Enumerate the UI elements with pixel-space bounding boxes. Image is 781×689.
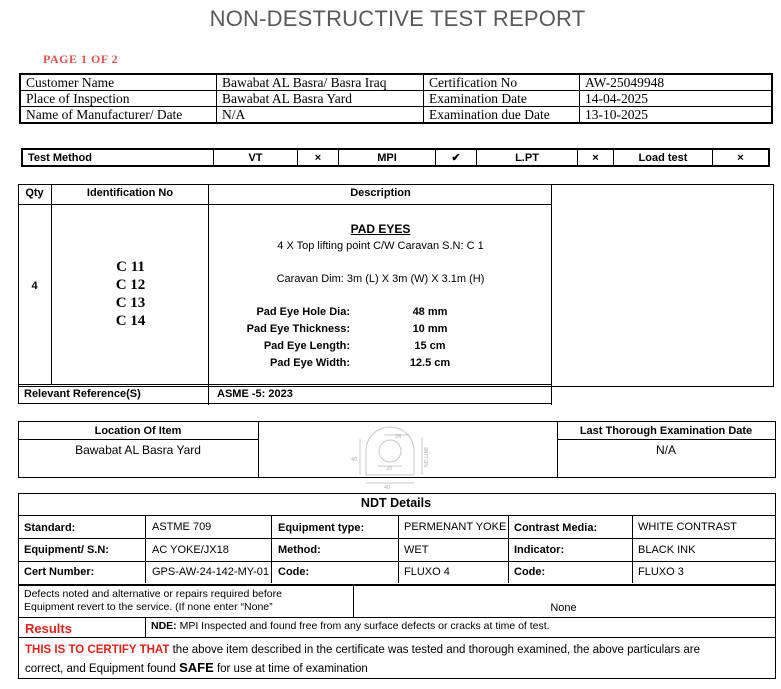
exam-date-label: Examination Date xyxy=(424,91,580,107)
sketch-dim-bottom: 40 xyxy=(384,485,391,489)
sketch-dim-top: 26 xyxy=(395,434,402,440)
cert-value: AW-25049948 xyxy=(580,74,773,91)
sketch-dim-right: ND LINE xyxy=(424,446,430,467)
last-exam-value: N/A xyxy=(655,443,676,457)
defects-label: Defects noted and alternative or repairs required before Equipment revert to the service. (If none enter “None” xyxy=(24,588,282,613)
exam-date-value: 14-04-2025 xyxy=(580,91,773,107)
certify-text: THIS IS TO CERTIFY THAT the above item described in the certificate was tested and thorough examined, the above particulars are correct, and Equipment found SAFE for use at time of examination xyxy=(25,644,700,675)
desc-title: PAD EYES xyxy=(350,222,411,236)
desc-line-1: 4 X Top lifting point C/W Caravan S.N: C 1 xyxy=(277,240,484,252)
place-value: Bawabat AL Basra Yard xyxy=(217,91,424,107)
id-item: C 14 xyxy=(115,313,146,329)
lpt-mark: × xyxy=(578,149,614,166)
vt-mark: × xyxy=(298,149,339,166)
results-label: Results xyxy=(25,621,72,636)
load-test-mark: × xyxy=(713,149,770,166)
mpi-label: MPI xyxy=(339,149,436,166)
due-date-label: Examination due Date xyxy=(424,107,580,124)
spec-row: Pad Eye Length: 15 cm xyxy=(263,340,446,352)
pad-eye-sketch xyxy=(340,423,440,489)
certify-red: THIS IS TO CERTIFY THAT xyxy=(25,644,170,656)
desc-header: Description xyxy=(350,187,411,199)
location-label: Location Of Item xyxy=(94,425,182,437)
place-label: Place of Inspection xyxy=(20,91,217,107)
nde-label: NDE: xyxy=(151,620,177,632)
qty-value: 4 xyxy=(31,280,38,292)
spec-list xyxy=(240,306,520,374)
spec-row: Pad Eye Width: 12.5 cm xyxy=(270,357,451,369)
id-list xyxy=(52,258,209,330)
ndt-row: Standard: ASTME 709 Equipment type: PERMENANT YOKE Contrast Media: WHITE CONTRAST xyxy=(24,521,737,534)
lpt-label: L.PT xyxy=(477,149,578,166)
ndt-rows xyxy=(18,515,775,583)
manufacturer-value: N/A xyxy=(217,107,424,124)
id-header: Identification No xyxy=(86,187,174,199)
id-item: C 11 xyxy=(116,259,145,275)
ndt-row: Equipment/ S.N: AC YOKE/JX18 Method: WET Indicator: BLACK INK xyxy=(24,544,696,556)
nde-line xyxy=(151,620,550,632)
desc-line-2: Caravan Dim: 3m (L) X 3m (W) X 3.1m (H) xyxy=(276,273,485,285)
page-title: NON-DESTRUCTIVE TEST REPORT xyxy=(209,6,586,31)
test-method-label: Test Method xyxy=(22,149,214,166)
due-date-value: 13-10-2025 xyxy=(580,107,773,124)
cert-label: Certification No xyxy=(424,74,580,91)
ref-value: ASME -5: 2023 xyxy=(217,388,293,400)
load-test-label: Load test xyxy=(614,149,713,166)
safe-word: SAFE xyxy=(179,660,214,675)
test-method-table xyxy=(21,148,770,167)
defects-value: None xyxy=(550,602,577,614)
ndt-title: NDT Details xyxy=(360,496,432,510)
sketch-dim-mid: 20 xyxy=(386,466,393,472)
id-item: C 13 xyxy=(115,295,146,311)
info-table xyxy=(19,73,773,124)
customer-label: Customer Name xyxy=(20,74,217,91)
location-value: Bawabat AL Basra Yard xyxy=(75,443,201,457)
ref-label: Relevant Reference(S) xyxy=(24,388,141,400)
mpi-check-icon: ✔ xyxy=(436,149,477,166)
spec-row: Pad Eye Hole Dia: 48 mm xyxy=(256,306,448,318)
qty-header: Qty xyxy=(25,187,44,199)
ndt-row: Cert Number: GPS-AW-24-142-MY-01 Code: FLUXO 4 Code: FLUXO 3 xyxy=(24,566,684,578)
id-item: C 12 xyxy=(115,277,146,293)
sketch-dim-side: 40 xyxy=(351,457,358,463)
spec-row: Pad Eye Thickness: 10 mm xyxy=(246,323,448,335)
page-number: PAGE 1 OF 2 xyxy=(43,52,119,66)
customer-value: Bawabat AL Basra/ Basra Iraq xyxy=(217,74,424,91)
nde-value: MPI Inspected and found free from any surface defects or cracks at time of test. xyxy=(179,620,550,632)
vt-label: VT xyxy=(214,149,298,166)
last-exam-label: Last Thorough Examination Date xyxy=(579,425,753,437)
items-header xyxy=(18,184,552,205)
manufacturer-label: Name of Manufacturer/ Date xyxy=(20,107,217,124)
